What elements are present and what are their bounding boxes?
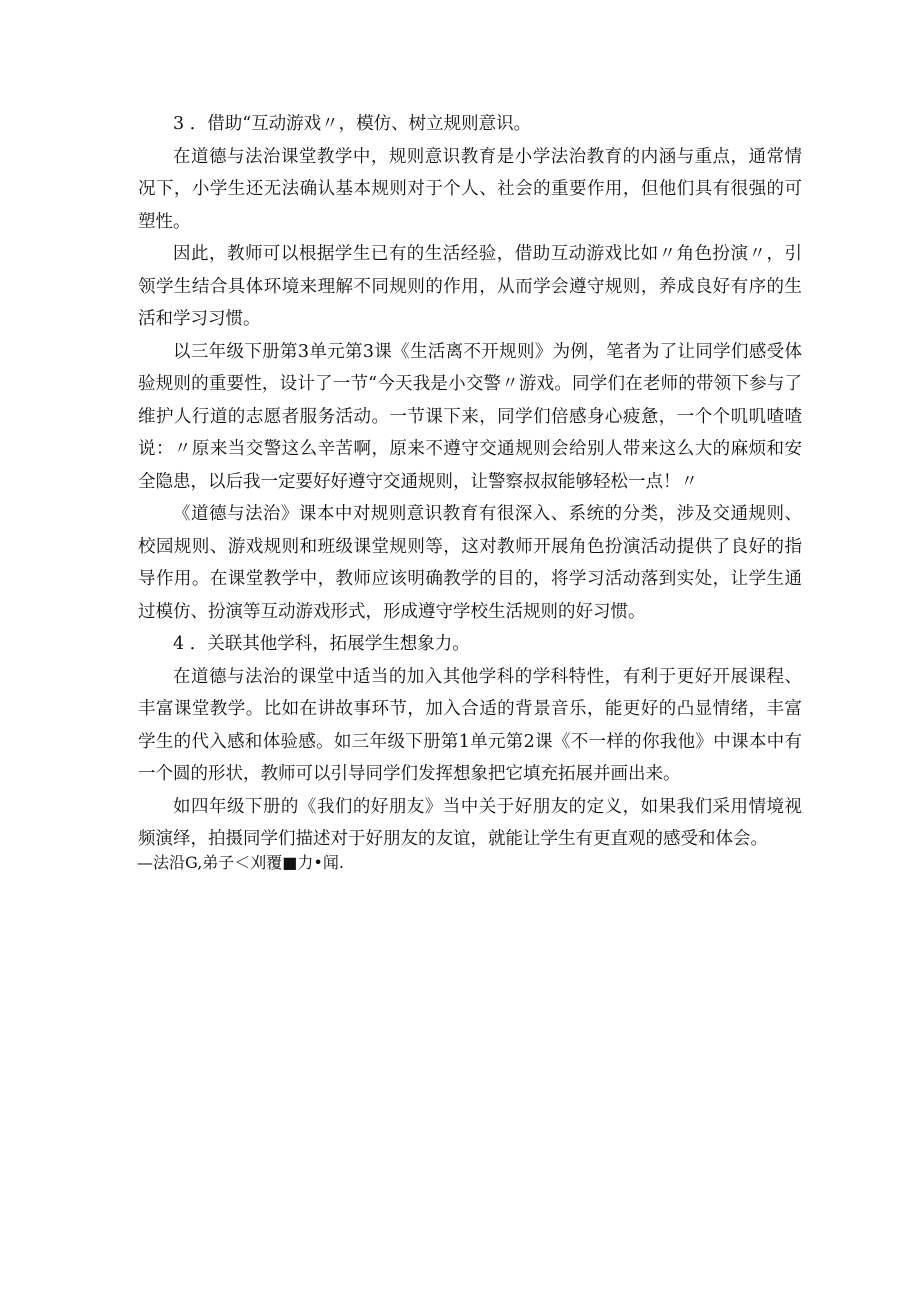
paragraph: 因此，教师可以根据学生已有的生活经验，借助互动游戏比如〃角色扮演〃，引领学生结合具体环境来理解不同规则的作用，从而学会遵守规则，养成良好有序的生活和学习习惯。 xyxy=(138,244,802,329)
section-heading-4: 4 ．关联其他学科，拓展学生想象力。 xyxy=(173,634,470,654)
paragraph: 在道德与法治课堂教学中，规则意识教育是小学法治教育的内涵与重点，通常情况下，小学生还无法确认基本规则对于个人、社会的重要作用，但他们具有很强的可塑性。 xyxy=(138,146,802,232)
document-body xyxy=(138,108,802,874)
paragraph: 如四年级下册的《我们的好朋友》当中关于好朋友的定义，如果我们采用情境视频演绎，拍摄同学们描述对于好朋友的友谊，就能让学生有更直观的感受和体会。 xyxy=(138,796,802,849)
section-heading-3: 3 ．借助“互动游戏〃，模仿、树立规则意识。 xyxy=(173,114,532,134)
paragraph: 《道德与法治》课本中对规则意识教育有很深入、系统的分类，涉及交通规则、校园规则、游戏规则和班级课堂规则等，这对教师开展角色扮演活动提供了良好的指导作用。在课堂教学中，教师应该明确教学的目的，将学习活动落到实处，让学生通过模仿、扮演等互动游戏形式，形成遵守学校生活规则的好习惯。 xyxy=(138,504,802,622)
paragraph: 在道德与法治的课堂中适当的加入其他学科的学科特性，有利于更好开展课程、丰富课堂教学。比如在讲故事环节，加入合适的背景音乐，能更好的凸显情绪，丰富学生的代入感和体验感。如三年级下册第1单元第2课《不一样的你我他》中课本中有一个圆的形状，教师可以引导同学们发挥想象把它填充拓展并画出来。 xyxy=(138,666,802,784)
paragraph: 以三年级下册第3单元第3课《生活离不开规则》为例，笔者为了让同学们感受体验规则的重要性，设计了一节“今天我是小交警〃游戏。同学们在老师的带领下参与了维护人行道的志愿者服务活动。一节课下来，同学们倍感身心疲惫，一个个叽叽喳喳说：〃原来当交警这么辛苦啊，原来不遵守交通规则会给别人带来这么大的麻烦和安全隐患，以后我一定要好好遵守交通规则，让警察叔叔能够轻松一点！〃 xyxy=(138,341,802,492)
garbled-footer-line: —法沿G,弟子＜刈覆■力•闻. xyxy=(137,852,344,872)
